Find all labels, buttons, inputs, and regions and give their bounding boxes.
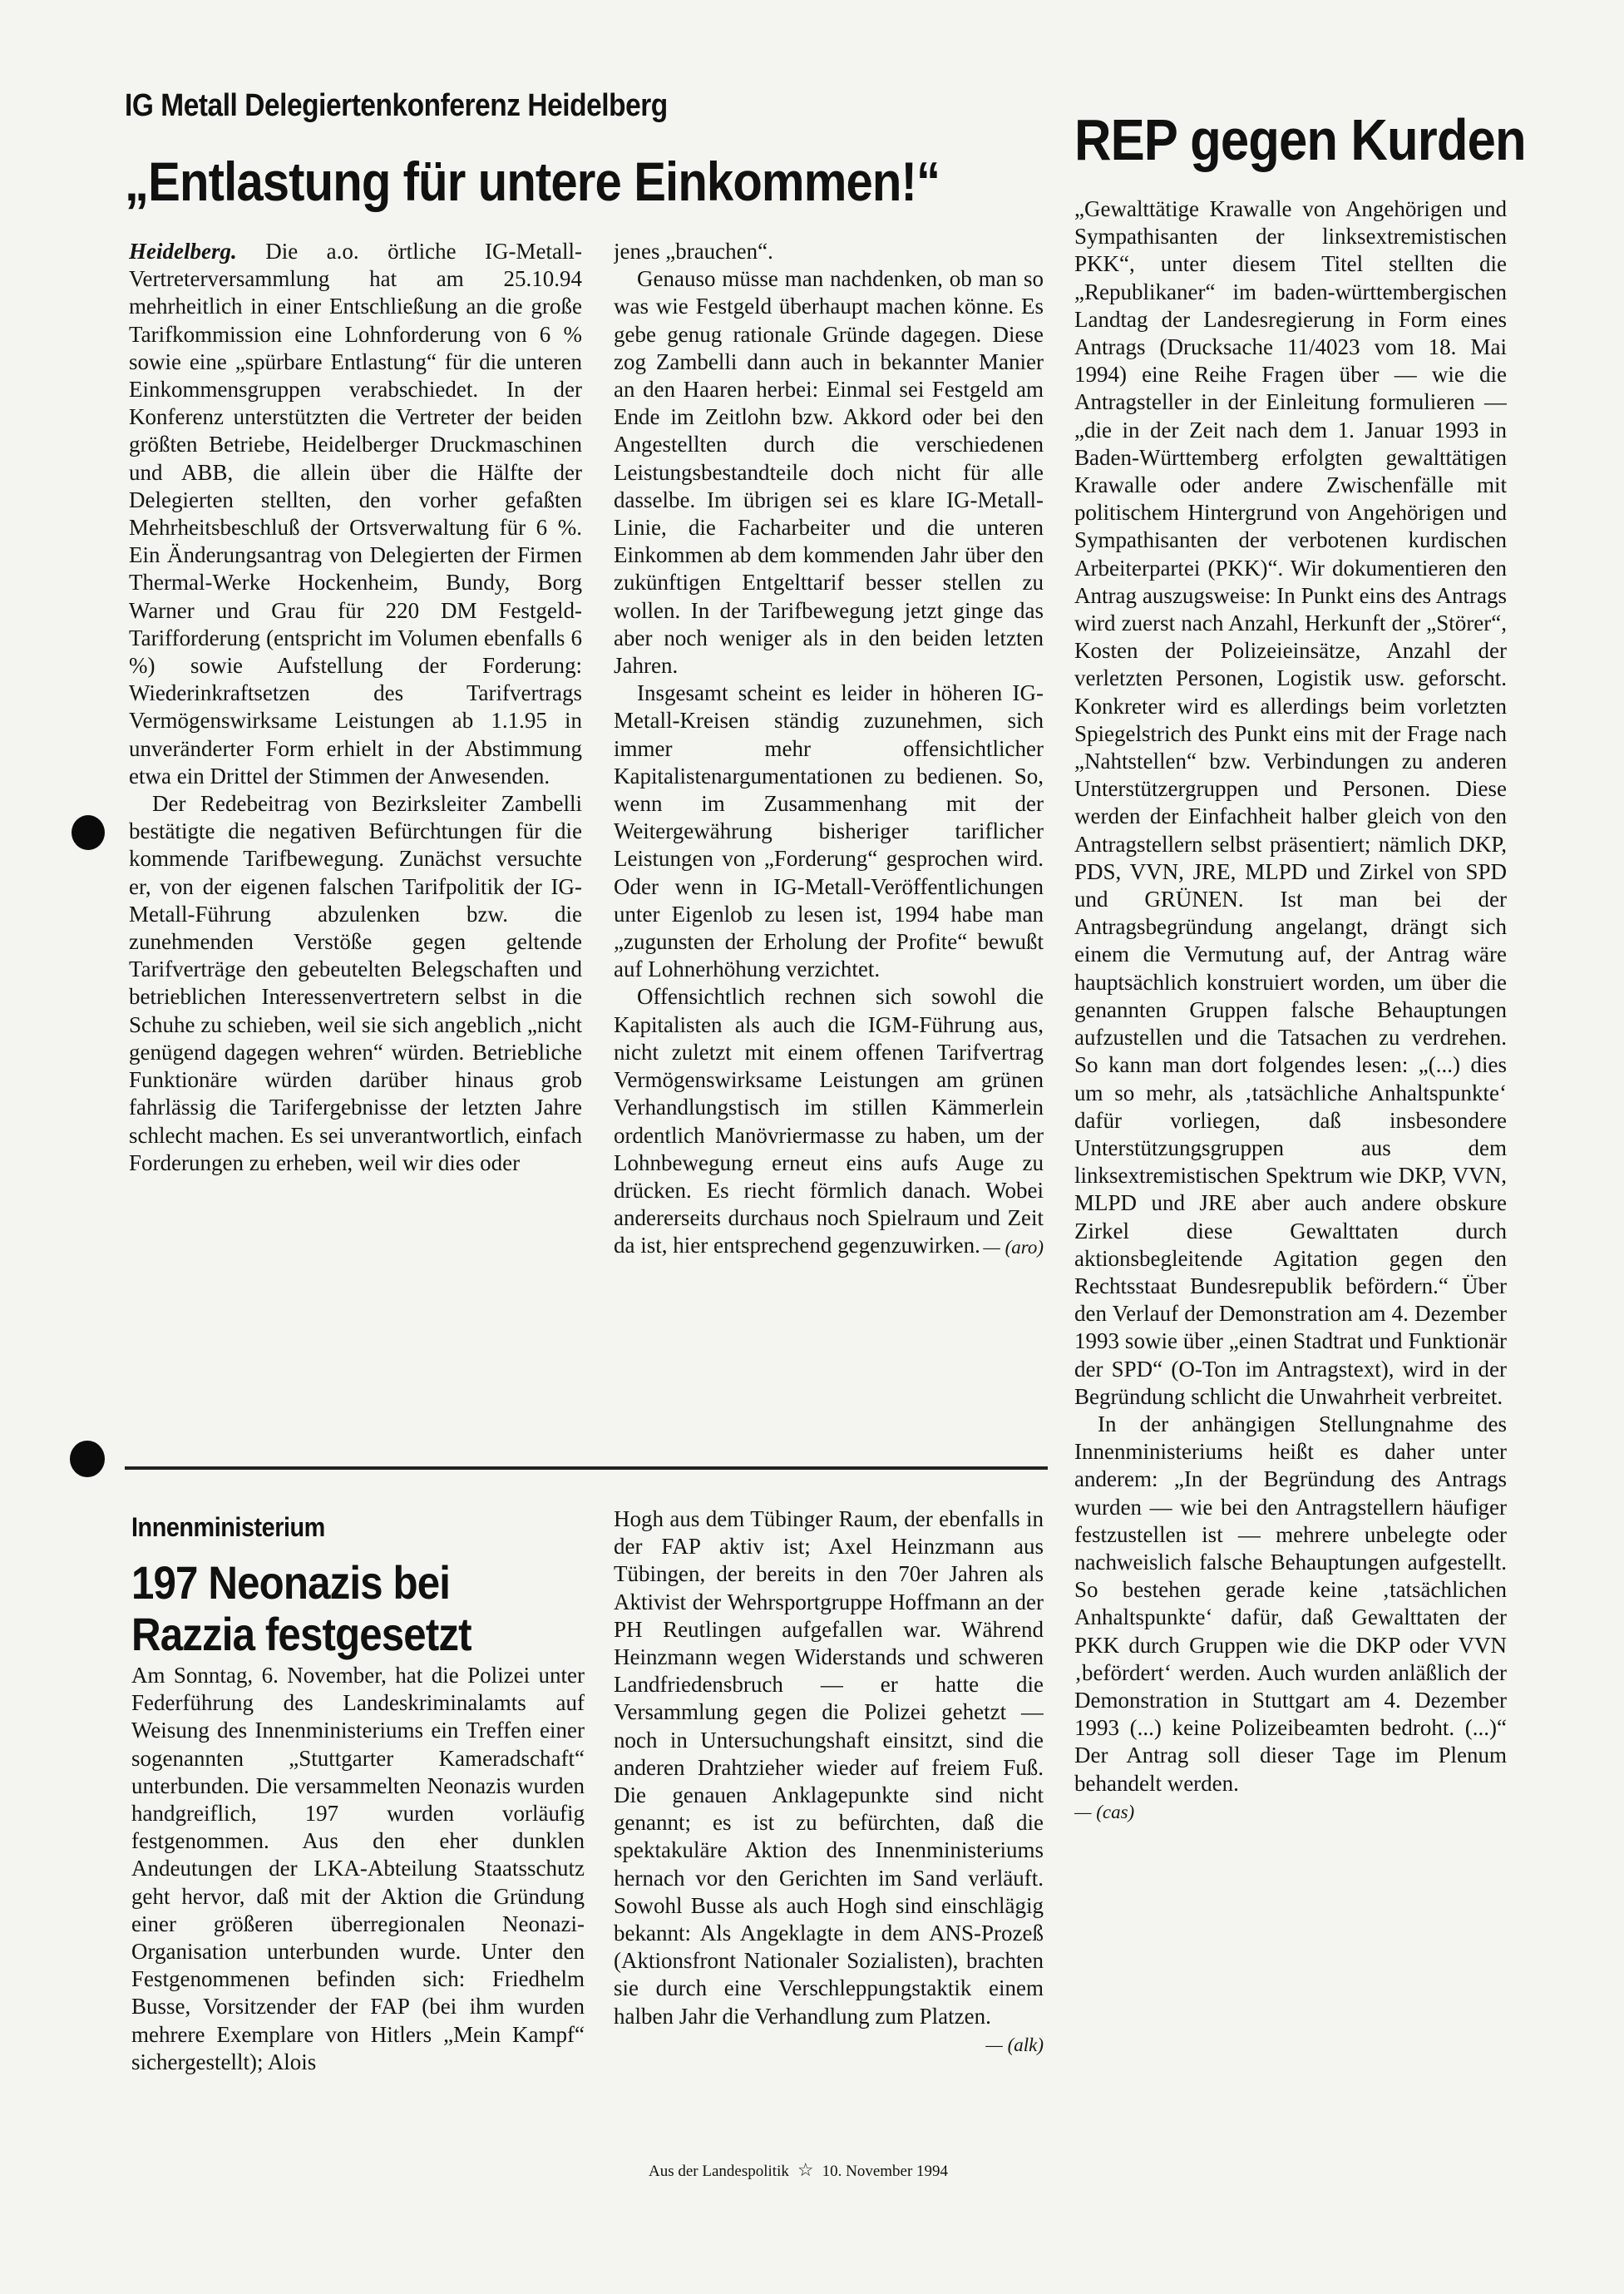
paragraph: Hogh aus dem Tübinger Raum, der ebenfalls in der FAP aktiv ist; Axel Heinzmann aus Tübingen, der bereits in den 70er Jahren als Aktivist der Wehrsportgruppe Hoffmann an der PH Reutlingen aufgefallen war. Während Heinzmann wegen Widerstands und schweren Landfriedensbruch — er hatte die Versammlung gegen die Polizei gehetzt — noch in Untersuchungshaft einsitzt, sind die anderen Drahtzieher wieder auf freiem Fuß. Die genauen Anklagepunkte sind nicht genannt; es ist zu befürchten, daß die spektakuläre Aktion des Innenministeriums hernach vor den Gerichten im Sand verläuft. Sowohl Busse als auch Hogh sind einschlägig bekannt: Als Angeklagte in dem ANS-Prozeß (Aktionsfront Nationaler Sozialisten), brachten sie durch eine Verschleppungstaktik einem halben Jahr die Verhandlung zum Platzen.	[614, 1506, 1044, 2029]
paragraph: „Gewalttätige Krawalle von Angehörigen und Sympathisanten der linksextremistischen PKK“, unter diesem Titel stellten die „Republikaner“ im baden-württembergischen Landtag der Landesregierung in Form eines Antrags (Drucksache 11/4023 vom 18. Mai 1994) eine Reihe Fragen über — wie die Antragsteller in der Einleitung formulieren — „die in der Zeit nach dem 1. Januar 1993 in Baden-Württemberg erfolgten gewalttätigen Krawalle oder andere Zwischenfälle mit politischem Hintergrund von Angehörigen und Sympathisanten der verbotenen kurdischen Arbeiterpartei (PKK)“. Wir dokumentieren den Antrag auszugsweise: In Punkt eins des Antrags wird zuerst nach Anzahl, Herkunft der „Störer“, Kosten der Polizeieinsätze, Anzahl der verletzten Personen, Logistik usw. geforscht. Konkreter wird es allerdings beim vorletzten Spiegelstrich des Punkt eins mit der Frage nach „Nahtstellen“ bzw. Verbindungen zu anderen Unterstützergruppen und Personen. Diese werden der Einfachheit halber gleich von den Antragstellern selbst präsentiert; nämlich DKP, PDS, VVN, JRE, MLPD und Zirkel von SPD und GRÜNEN. Ist man bei der Antragsbegründung angelangt, drängt sich einem die Vermutung auf, der Antrag wäre hauptsächlich konstruiert worden, um über die genannten Gruppen falsche Behauptungen aufzustellen und die Tatsachen zu verdrehen. So kann man dort folgendes lesen: „(...) dies um so mehr, als ‚tatsächliche Anhaltspunkte‘ dafür vorliegen, daß insbesondere Unterstützungsgruppen aus dem linksextremistischen Spektrum wie DKP, VVN, MLPD und JRE aber auch andere obskure Zirkel diese Gewalttaten durch aktionsbegleitende Agitation gegen den Rechtsstaat Bundesrepublik befördern.“ Über den Verlauf der Demonstration am 4. Dezember 1993 sowie über „einen Stadtrat und Funktionär der SPD“ (O-Ton im Antragstext), wird in der Begründung schlicht die Unwahrheit verbreitet.	[1074, 196, 1507, 1409]
paragraph: jenes „brauchen“.	[614, 239, 773, 264]
paragraph: In der anhängigen Stellungnahme des Innenministeriums heißt es daher unter anderem: „In der Begründung des Antrags wurden — wie bei den Antragstellern häufiger festzustellen ist — mehrere unbelegte oder nachweislich falsche Behauptungen aufgestellt. So bestehen gerade keine ‚tatsächlichen Anhaltspunkte‘ dafür, daß Gewalttaten der PKK durch Gruppen wie die DKP oder VVN ‚befördert‘ werden. Auch wurden anläßlich der Demonstration in Stuttgart am 4. Dezember 1993 (...) keine Polizeibeamten bedroht. (...)“ Der Antrag soll dieser Tage im Plenum behandelt werden.	[1074, 1411, 1507, 1796]
article1-signature: — (aro)	[983, 1236, 1044, 1258]
punch-hole-bottom	[70, 1441, 105, 1477]
paragraph: Genauso müsse man nachdenken, ob man so was wie Festgeld überhaupt machen könne. Es gebe genug rationale Gründe dagegen. Diese zog Zambelli dann auch in bekannter Manier an den Haaren herbei: Einmal sei Festgeld am Ende im Zeitlohn bzw. Akkord oder bei den Angestellten durch die verschiedenen Leistungsbestandteile doch nicht für alle dasselbe. Im übrigen sei es klare IG-Metall-Linie, die Facharbeiter und die unteren Einkommen ab dem kommenden Jahr über den zukünftigen Entgelttarif besser stellen zu wollen. In der Tarifbewegung jetzt ginge das aber noch weniger als in den beiden letzten Jahren.	[614, 266, 1044, 679]
article2-headline: REP gegen Kurden	[1074, 107, 1526, 172]
paragraph: Am Sonntag, 6. November, hat die Polizei unter Federführung des Landeskriminalamts auf Weisung des Innenministeriums ein Treffen einer sogenannten „Stuttgarter Kameradschaft“ unterbunden. Die versammelten Neonazis wurden handgreiflich, 197 wurden vorläufig festgenommen. Aus den eher dunklen Andeutungen der LKA-Abteilung Staatsschutz geht hervor, daß mit der Aktion die Gründung einer größeren überregionalen Neonazi-Organisation unterbunden wurde. Unter den Festgenommenen befinden sich: Friedhelm Busse, Vorsitzender der FAP (bei ihm wurden mehrere Exemplare von Hitlers „Mein Kampf“ sichergestellt); Alois	[131, 1663, 585, 2074]
article1-column-2	[614, 238, 1044, 1461]
footer-date: 10. November 1994	[822, 2163, 949, 2180]
star-icon: ☆	[797, 2159, 814, 2180]
article3-kicker: Innenministerium	[131, 1512, 325, 1542]
paragraph: Der Redebeitrag von Bezirksleiter Zambelli bestätigte die negativen Befürchtungen für die kommende Tarifbewegung. Zunächst versuchte er, von der eigenen falschen Tarifpolitik der IG-Metall-Führung abzulenken bzw. die zunehmenden Verstöße gegen geltende Tarifverträge den gebeutelten Belegschaften und betrieblichen Interessenvertretern selbst in die Schuhe zu schieben, weil sie sich angeblich „nicht genügend dagegen wehren“ würden. Betriebliche Funktionäre würden darüber hinaus grob fahrlässig die Tarifergebnisse der letzten Jahre schlecht machen. Es sei unverantwortlich, einfach Forderungen zu erheben, weil wir dies oder	[129, 791, 582, 1175]
punch-hole-top	[72, 815, 105, 850]
dateline: Heidelberg.	[129, 239, 237, 264]
section-divider	[125, 1466, 1048, 1470]
footer-section: Aus der Landespolitik	[649, 2163, 789, 2180]
article3-column-2	[614, 1505, 1044, 2154]
paragraph: Offensichtlich rechnen sich sowohl die Kapitalisten als auch die IGM-Führung aus, nicht zuletzt mit einem offenen Tarifvertrag Vermögenswirksame Leistungen am grünen Verhandlungstisch im stillen Kämmerlein ordentlich Manövriermasse zu haben, um der Lohnbewegung erneut eins aufs Auge zu drücken. Es riecht förmlich danach. Wobei andererseits durchaus noch Spielraum und Zeit da ist, hier entsprechend gegenzuwirken.	[614, 984, 1044, 1258]
article3-signature: — (alk)	[985, 2034, 1044, 2055]
paragraph: Die a.o. örtliche IG-Metall-Vertreterversammlung hat am 25.10.94 mehrheitlich in einer Entschließung an die große Tarifkommission eine Lohnforderung von 6 % sowie eine „spürbare Entlastung“ für die unteren Einkommensgruppen verabschiedet. In der Konferenz unterstützten die Vertreter der beiden größten Betriebe, Heidelberger Druckmaschinen und ABB, die allein über die Hälfte der Delegierten stellten, den vorher gefaßten Mehrheitsbeschluß der Ortsverwaltung für 6 %. Ein Änderungsantrag von Delegierten der Firmen Thermal-Werke Hockenheim, Bundy, Borg Warner und Grau für 220 DM Festgeld-Tarifforderung (entspricht im Volumen ebenfalls 6 %) sowie Aufstellung der Forderung: Wiederinkraftsetzen des Tarifvertrags Vermögenswirksame Leistungen ab 1.1.95 in unveränderter Form erhielt in der Abstimmung etwa ein Drittel der Stimmen der Anwesenden.	[129, 239, 582, 789]
article3-headline-line-2: Razzia festgesetzt	[131, 1608, 471, 1660]
article3-headline-line-1: 197 Neonazis bei	[131, 1556, 451, 1609]
article2-column	[1074, 195, 1507, 2158]
paragraph: Insgesamt scheint es leider in höheren IG-Metall-Kreisen ständig zuzunehmen, sich immer mehr offensichtlicher Kapitalistenargumentationen zu bedienen. So, wenn im Zusammenhang mit der Weitergewährung bisheriger tariflicher Leistungen von „Forderung“ gesprochen wird. Oder wenn in IG-Metall-Veröffentlichungen unter Eigenlob zu lesen ist, 1994 habe man „zugunsten der Erholung der Profite“ bewußt auf Lohnerhöhung verzichtet.	[614, 680, 1044, 982]
page-footer	[649, 2159, 948, 2181]
article1-headline: „Entlastung für untere Einkommen!“	[125, 151, 940, 212]
article2-signature: — (cas)	[1074, 1801, 1135, 1822]
article1-kicker: IG Metall Delegiertenkonferenz Heidelberg	[125, 88, 668, 123]
article1-column-1	[129, 238, 582, 1461]
article3-column-1	[131, 1662, 585, 2153]
